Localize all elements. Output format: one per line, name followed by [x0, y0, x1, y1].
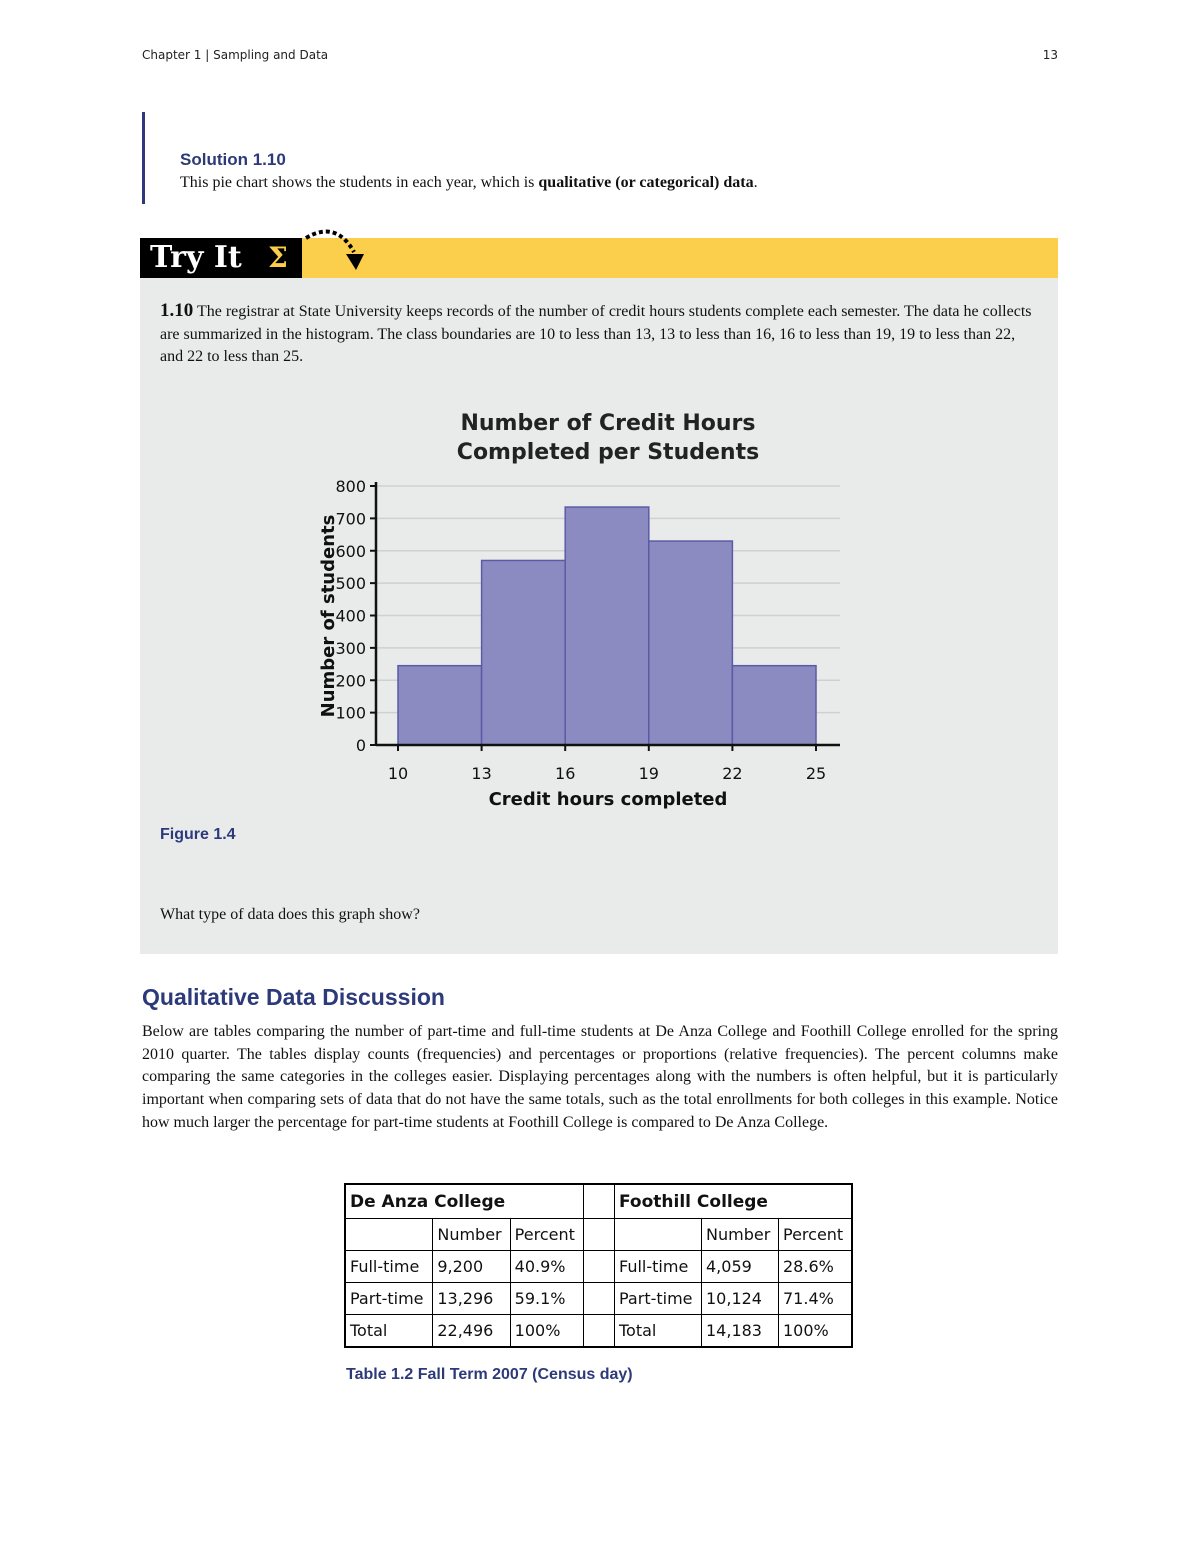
chart-title-line: Completed per Students — [456, 440, 760, 465]
try-it-label — [140, 238, 302, 278]
histogram-bar — [565, 507, 649, 745]
y-tick-label: 100 — [335, 703, 366, 723]
running-header — [142, 48, 1058, 62]
row-label: Full-time — [615, 1251, 702, 1283]
page-number: 13 — [1042, 48, 1058, 62]
y-tick-label: 0 — [355, 736, 366, 755]
college-comparison-table — [344, 1183, 853, 1348]
foothill-title: Foothill College — [615, 1184, 853, 1219]
sigma-icon: Σ — [268, 241, 288, 274]
cell-number: 9,200 — [433, 1251, 510, 1283]
cell-percent: 59.1% — [510, 1283, 583, 1315]
chapter-title: Chapter 1 | Sampling and Data — [142, 48, 329, 62]
solution-title: Solution 1.10 — [180, 150, 286, 169]
try-it-panel — [140, 278, 1058, 954]
exercise-number: 1.10 — [160, 300, 194, 321]
solution-text — [180, 174, 758, 192]
x-tick-label: 16 — [555, 764, 576, 783]
col-percent: Percent — [779, 1219, 853, 1251]
x-tick-label: 19 — [638, 764, 659, 783]
table-row — [345, 1251, 852, 1283]
y-tick-label: 600 — [335, 541, 366, 561]
row-label: Full-time — [345, 1251, 433, 1283]
histogram-bar — [398, 666, 482, 745]
cell-number: 22,496 — [433, 1315, 510, 1348]
table-title-row — [345, 1184, 852, 1219]
curved-arrow-icon — [296, 224, 376, 278]
solution-block — [142, 112, 1061, 204]
cell-percent: 100% — [510, 1315, 583, 1348]
y-tick-label: 200 — [335, 671, 366, 691]
x-tick-label: 10 — [387, 764, 409, 783]
de-anza-title: De Anza College — [345, 1184, 584, 1219]
histogram-chart — [316, 400, 876, 820]
cell-number: 14,183 — [702, 1315, 779, 1348]
table-header-row — [345, 1219, 852, 1251]
empty-cell — [615, 1219, 702, 1251]
cell-number: 10,124 — [702, 1283, 779, 1315]
table-row — [345, 1283, 852, 1315]
figure-caption: Figure 1.4 — [160, 826, 236, 843]
solution-text-end: . — [753, 174, 758, 191]
y-tick-label: 700 — [335, 509, 366, 529]
cell-percent: 71.4% — [779, 1283, 853, 1315]
row-label: Total — [345, 1315, 433, 1348]
table-caption: Table 1.2 Fall Term 2007 (Census day) — [346, 1366, 633, 1383]
cell-number: 13,296 — [433, 1283, 510, 1315]
spacer-cell — [584, 1251, 615, 1283]
cell-percent: 100% — [779, 1315, 853, 1348]
col-percent: Percent — [510, 1219, 583, 1251]
question-text: What type of data does this graph show? — [160, 906, 420, 923]
row-label: Part-time — [615, 1283, 702, 1315]
y-axis-label: Number of students — [318, 514, 339, 718]
try-it-text: Try It — [150, 240, 242, 275]
solution-text-start: This pie chart shows the students in each year, which is — [180, 174, 539, 191]
y-tick-label: 500 — [335, 574, 366, 594]
col-number: Number — [702, 1219, 779, 1251]
spacer-cell — [584, 1283, 615, 1315]
y-tick-label: 300 — [335, 638, 366, 658]
x-tick-label: 13 — [471, 764, 492, 783]
histogram-bar — [649, 541, 733, 745]
exercise-body: The registrar at State University keeps records of the number of credit hours students complete each semester. The data he collects are summarized in the histogram. The class boundaries are 10 to less than 13, 13 to less than 16, 16 to less than 19, 19 to less than 22, and 22 to less than 25. — [160, 303, 1032, 365]
x-tick-label: 25 — [805, 764, 827, 783]
y-tick-label: 800 — [335, 477, 366, 496]
spacer-cell — [584, 1184, 615, 1219]
x-tick-label: 22 — [722, 764, 743, 783]
cell-percent: 28.6% — [779, 1251, 853, 1283]
y-tick-label: 400 — [335, 606, 366, 626]
row-label: Part-time — [345, 1283, 433, 1315]
cell-number: 4,059 — [702, 1251, 779, 1283]
x-axis-label: Credit hours completed — [488, 789, 728, 810]
section-heading: Qualitative Data Discussion — [142, 984, 445, 1010]
table-row — [345, 1315, 852, 1348]
col-number: Number — [433, 1219, 510, 1251]
discussion-paragraph: Below are tables comparing the number of part-time and full-time students at De Anza College and Foothill College enrolled for the spring 2010 quarter. The tables display counts (frequencies) and percentages or proportions (relative frequencies). The percent columns make comparing the same categories in the colleges easier. Displaying percentages along with the numbers is often helpful, but it is particularly important when comparing sets of data that do not have the same totals, such as the total enrollments for both colleges in this example. Notice how much larger the percentage for part-time students at Foothill College is compared to De Anza College. — [142, 1023, 1058, 1131]
spacer-cell — [584, 1219, 615, 1251]
exercise-text — [160, 300, 1040, 369]
cell-percent: 40.9% — [510, 1251, 583, 1283]
chart-title-line: Number of Credit Hours — [460, 411, 756, 436]
empty-cell — [345, 1219, 433, 1251]
histogram-bar — [482, 560, 566, 745]
solution-text-bold: qualitative (or categorical) data — [538, 174, 754, 191]
spacer-cell — [584, 1315, 615, 1348]
histogram-bar — [732, 666, 816, 745]
row-label: Total — [615, 1315, 702, 1348]
